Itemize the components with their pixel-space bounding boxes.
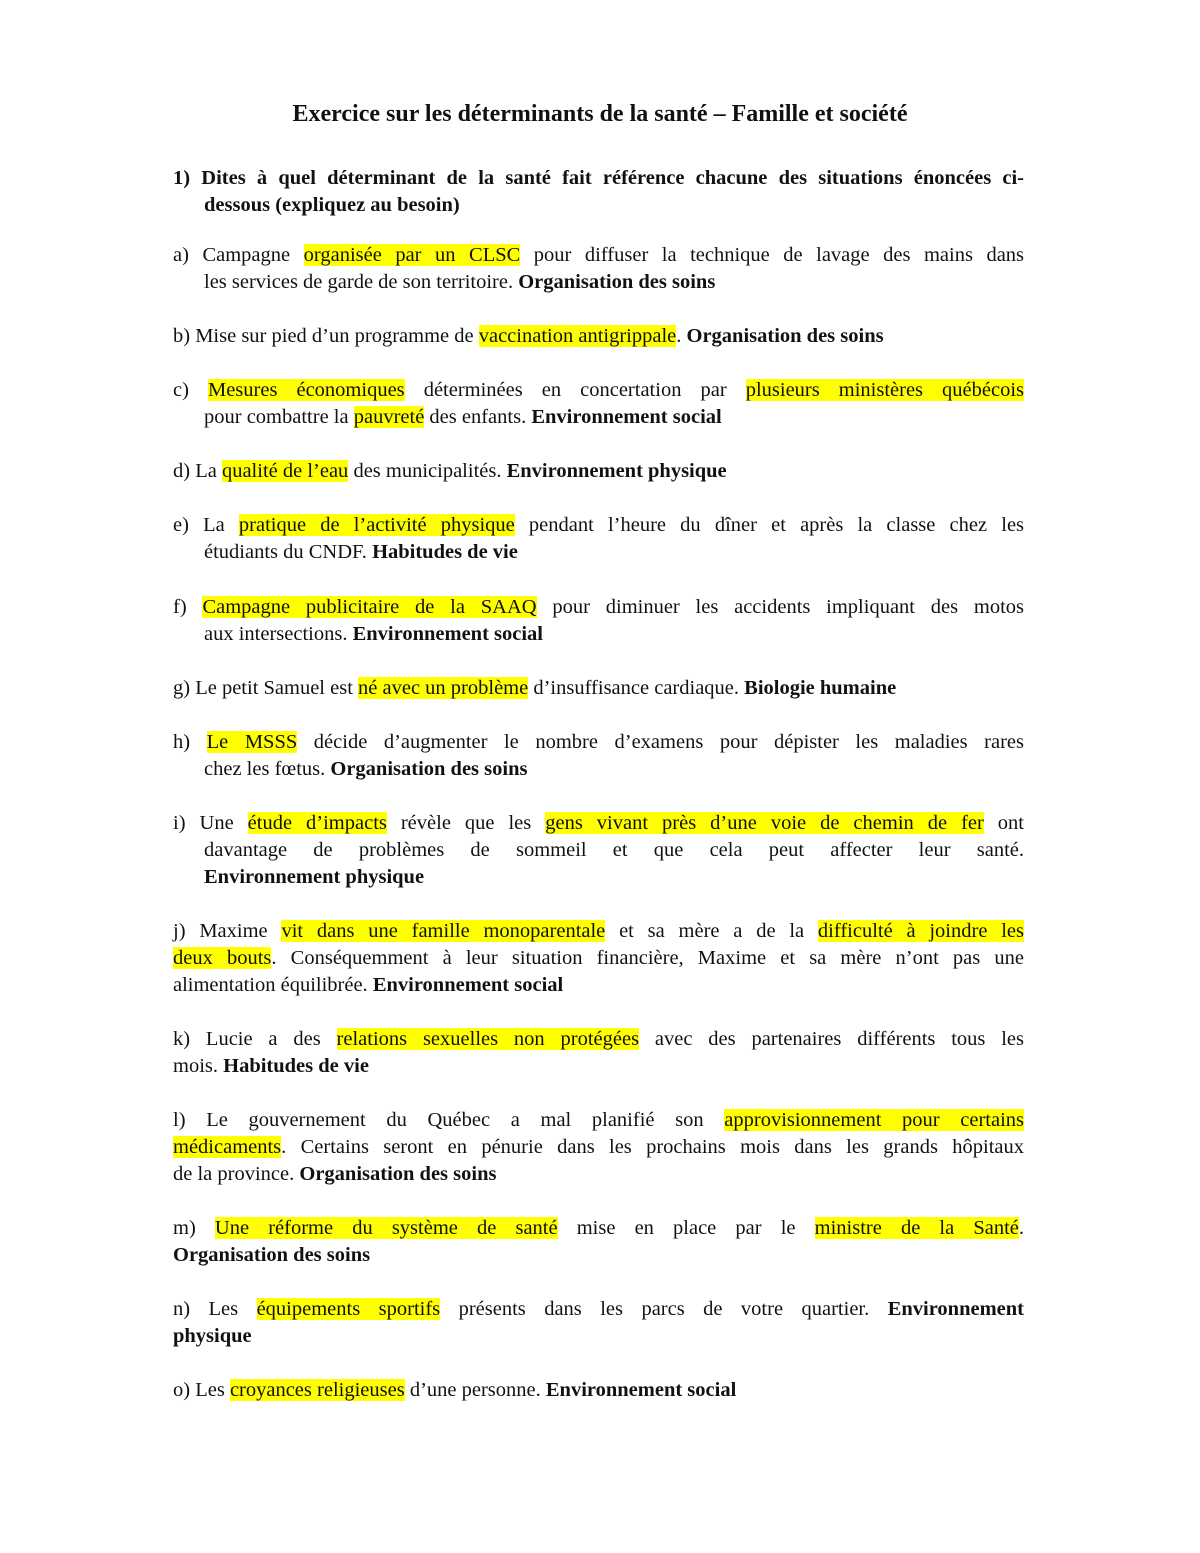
item-o-answer: Environnement social [545, 1379, 737, 1401]
item-i-text: Une [199, 812, 248, 834]
item-b-answer: Organisation des soins [686, 325, 884, 347]
item-n-text: Les [208, 1298, 257, 1320]
item-l-line-3 [173, 1161, 496, 1188]
item-l-answer: Organisation des soins [299, 1163, 497, 1185]
item-n-text-2: présents dans les parcs de votre quartier. [440, 1298, 888, 1320]
item-e-line-1 [173, 512, 1024, 539]
item-d-text-2: des municipalités. [348, 460, 507, 482]
item-l-text-2: . Certains seront en pénurie dans les prochains mois dans les grands hôpitaux [281, 1136, 1024, 1158]
item-a-label: a) [173, 244, 189, 266]
item-e-text-3: étudiants du CNDF. [204, 541, 373, 563]
item-h-label: h) [173, 731, 191, 753]
item-j-label: j) [173, 920, 186, 942]
item-l-line-1 [173, 1107, 1024, 1134]
item-o-label: o) [173, 1379, 191, 1401]
item-m-answer: Organisation des soins [173, 1244, 371, 1266]
item-c-answer: Environnement social [531, 406, 722, 428]
item-f-text-2: aux intersections. [204, 623, 353, 645]
item-i-line-1 [173, 810, 1024, 837]
item-k-line-2 [173, 1053, 369, 1080]
item-f-highlight: Campagne publicitaire de la SAAQ [202, 596, 537, 618]
item-a-highlight: organisée par un CLSC [303, 244, 521, 266]
item-n-line-1 [173, 1296, 1024, 1323]
item-l-text-3: de la province. [173, 1163, 300, 1185]
item-m-label: m) [173, 1217, 196, 1239]
item-b-text: Mise sur pied d’un programme de [195, 325, 479, 347]
item-k-label: k) [173, 1028, 191, 1050]
item-j-line-3 [173, 972, 563, 999]
question-line-1 [173, 165, 1024, 192]
item-h-text-2: chez les fœtus. [204, 758, 331, 780]
item-l-highlight-2: médicaments [173, 1136, 282, 1158]
item-h-highlight: Le MSSS [206, 731, 298, 753]
item-b-text-2: . [676, 325, 687, 347]
item-b-label: b) [173, 325, 191, 347]
item-f-text: pour diminuer les accidents impliquant des motos [536, 596, 1025, 618]
item-f-label: f) [173, 596, 187, 618]
item-a-text: Campagne [202, 244, 304, 266]
item-i-line-2: davantage de problèmes de sommeil et que cela peut affecter leur santé. [204, 839, 1024, 861]
item-j-line-1 [173, 918, 1024, 945]
item-f-answer: Environnement social [352, 623, 543, 645]
item-c-highlight-1: Mesures économiques [207, 379, 405, 401]
item-c-highlight-2: plusieurs ministères québécois [745, 379, 1025, 401]
item-d-text: La [195, 460, 222, 482]
item-i-highlight-2: gens vivant près d’une voie de chemin de fer [545, 812, 984, 834]
item-b-highlight: vaccination antigrippale [478, 325, 677, 347]
item-i-answer: Environnement physique [204, 866, 425, 888]
item-e-highlight: pratique de l’activité physique [238, 514, 515, 536]
item-m-line-1 [173, 1215, 1024, 1242]
document-title: Exercice sur les déterminants de la santé – Famille et société [292, 101, 908, 127]
item-c-text-2: pour combattre la [204, 406, 354, 428]
item-i-label: i) [173, 812, 186, 834]
item-h-text: décide d’augmenter le nombre d’examens pour dépister les maladies rares [297, 731, 1024, 753]
item-f-line-2 [204, 621, 543, 648]
item-n-answer-2: physique [173, 1325, 252, 1347]
item-d-answer: Environnement physique [506, 460, 727, 482]
item-g-answer: Biologie humaine [744, 677, 897, 699]
item-g-line-1 [173, 675, 896, 702]
item-m-text: mise en place par le [557, 1217, 815, 1239]
item-o-line-1 [173, 1377, 736, 1404]
item-k-text-3: mois. [173, 1055, 224, 1077]
item-o-text-2: d’une personne. [404, 1379, 546, 1401]
item-f-line-1 [173, 594, 1024, 621]
item-l-label: l) [173, 1109, 186, 1131]
item-j-text-2: et sa mère a de la [605, 920, 818, 942]
item-n-label: n) [173, 1298, 191, 1320]
item-g-label: g) [173, 677, 191, 699]
item-j-answer: Environnement social [372, 974, 564, 996]
item-j-highlight-1: vit dans une famille monoparentale [281, 920, 606, 942]
item-b-line-1 [173, 323, 884, 350]
item-h-line-1 [173, 729, 1024, 756]
item-i-highlight-1: étude d’impacts [247, 812, 387, 834]
item-m-highlight-2: ministre de la Santé [814, 1217, 1019, 1239]
item-j-highlight-2: difficulté à joindre les [817, 920, 1024, 942]
item-c-line-1 [173, 377, 1024, 404]
item-i-text-2: révèle que les [386, 812, 546, 834]
item-a-answer: Organisation des soins [518, 271, 716, 293]
item-k-text: Lucie a des [205, 1028, 337, 1050]
item-k-text-2: avec des partenaires différents tous les [639, 1028, 1025, 1050]
item-d-highlight: qualité de l’eau [221, 460, 349, 482]
item-m-text-2: . [1018, 1217, 1025, 1239]
question-text-2: dessous (expliquez au besoin) [204, 194, 460, 216]
item-n-answer-1: Environnement [887, 1298, 1024, 1320]
item-l-text: Le gouvernement du Québec a mal planifié son [206, 1109, 725, 1131]
item-a-line-1 [173, 242, 1024, 269]
item-m-highlight-1: Une réforme du système de santé [214, 1217, 558, 1239]
item-k-line-1 [173, 1026, 1024, 1053]
item-c-line-2 [204, 404, 722, 431]
item-e-label: e) [173, 514, 189, 536]
item-l-highlight-1: approvisionnement pour certains [724, 1109, 1025, 1131]
item-o-text: Les [195, 1379, 230, 1401]
item-c-text-3: des enfants. [424, 406, 532, 428]
item-c-text: déterminées en concertation par [404, 379, 746, 401]
item-e-answer: Habitudes de vie [372, 541, 518, 563]
item-a-line-2 [204, 269, 715, 296]
item-e-line-2 [204, 539, 518, 566]
item-d-line-1 [173, 458, 727, 485]
item-e-text-2: pendant l’heure du dîner et après la classe chez les [514, 514, 1025, 536]
item-j-text-4: alimentation équilibrée. [173, 974, 373, 996]
item-o-highlight: croyances religieuses [229, 1379, 405, 1401]
item-j-text: Maxime [199, 920, 282, 942]
item-k-highlight: relations sexuelles non protégées [336, 1028, 640, 1050]
item-h-line-2 [204, 756, 527, 783]
question-text-1: Dites à quel déterminant de la santé fait référence chacune des situations énoncées ci- [201, 167, 1024, 189]
item-c-label: c) [173, 379, 189, 401]
item-i-text-3: ont [983, 812, 1025, 834]
item-h-answer: Organisation des soins [330, 758, 528, 780]
item-g-text-2: d’insuffisance cardiaque. [528, 677, 745, 699]
item-d-label: d) [173, 460, 191, 482]
item-j-line-2 [173, 945, 1024, 972]
item-g-highlight: né avec un problème [358, 677, 529, 699]
question-number: 1) [173, 167, 191, 189]
item-n-highlight: équipements sportifs [256, 1298, 441, 1320]
item-e-text: La [203, 514, 239, 536]
item-g-text: Le petit Samuel est [195, 677, 359, 699]
item-l-line-2 [173, 1134, 1024, 1161]
item-a-text-3: les services de garde de son territoire. [204, 271, 519, 293]
item-a-text-2: pour diffuser la technique de lavage des mains dans [520, 244, 1025, 266]
item-j-highlight-3: deux bouts [173, 947, 272, 969]
item-k-answer: Habitudes de vie [223, 1055, 369, 1077]
item-c-highlight-3: pauvreté [353, 406, 425, 428]
item-j-text-3: . Conséquemment à leur situation financière, Maxime et sa mère n’ont pas une [271, 947, 1024, 969]
